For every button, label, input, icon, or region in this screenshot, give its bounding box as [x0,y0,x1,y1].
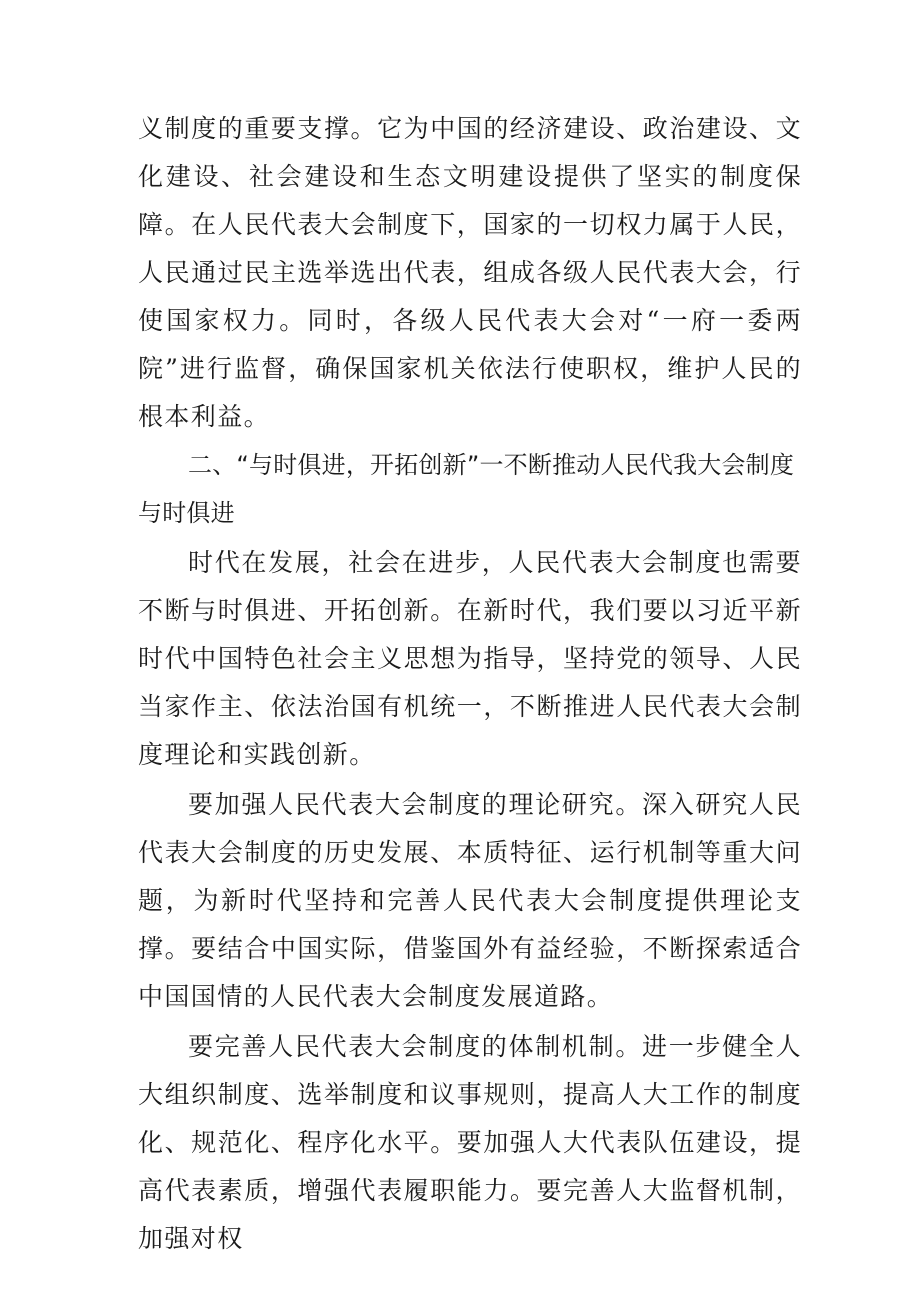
paragraph: 要加强人民代表大会制度的理论研究。深入研究人民代表大会制度的历史发展、本质特征、运行机制等重大问题，为新时代坚持和完善人民代表大会制度提供理论支撑。要结合中国实际，借鉴国外有益经验，不断探索适合中国国情的人民代表大会制度发展道路。 [138,790,802,1011]
paragraph: 时代在发展，社会在进步，人民代表大会制度也需要不断与时俱进、开拓创新。在新时代，我们要以习近平新时代中国特色社会主义思想为指导，坚持党的领导、人民当家作主、依法治国有机统一，不断推进人民代表大会制度理论和实践创新。 [138,548,802,769]
section-heading: 二、“与时俱进，开拓创新”一不断推动人民代我大会制度与时俱进 [138,451,795,527]
paragraph: 要完善人民代表大会制度的体制机制。进一步健全人大组织制度、选举制度和议事规则，提高人大工作的制度化、规范化、程序化水平。要加强人大代表队伍建设，提高代表素质，增强代表履职能力。要完善人大监督机制，加强对权 [138,1032,802,1253]
document-body [138,105,802,1263]
paragraph-continuation: 义制度的重要支撑。它为中国的经济建设、政治建设、文化建设、社会建设和生态文明建设提供了坚实的制度保障。在人民代表大会制度下，国家的一切权力属于人民，人民通过民主选举选出代表，组成各级人民代表大会，行使国家权力。同时，各级人民代表大会对“一府一委两院”进行监督，确保国家机关依法行使职权，维护人民的根本利益。 [138,114,802,431]
